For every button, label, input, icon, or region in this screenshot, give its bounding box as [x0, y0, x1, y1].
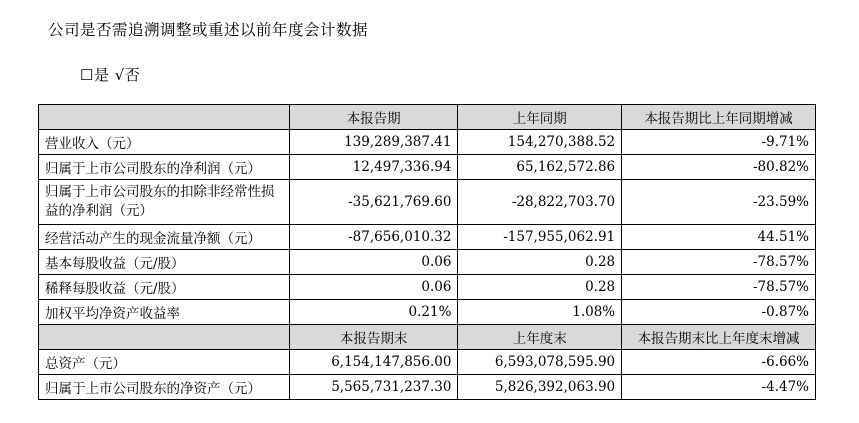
current-value: 0.06	[289, 275, 458, 300]
current-value: 0.06	[289, 250, 458, 275]
header-cell: 本报告期末比上年度末增减	[622, 325, 816, 350]
row-label: 归属于上市公司股东的扣除非经常性损益的净利润（元）	[39, 180, 290, 225]
table-row	[39, 155, 816, 180]
row-label: 总资产（元）	[39, 350, 290, 375]
table-header-row	[39, 105, 816, 130]
row-label: 稀释每股收益（元/股）	[39, 275, 290, 300]
section-heading: 公司是否需追溯调整或重述以前年度会计数据	[48, 21, 369, 39]
current-value: -87,656,010.32	[289, 225, 458, 250]
previous-value: 154,270,388.52	[458, 130, 622, 155]
row-label: 归属于上市公司股东的净利润（元）	[39, 155, 290, 180]
table-row	[39, 180, 816, 225]
previous-value: 0.28	[458, 250, 622, 275]
restatement-choice: ☐是 √否	[80, 66, 141, 84]
change-value: -0.87%	[622, 300, 816, 325]
change-value: -6.66%	[622, 350, 816, 375]
row-label: 经营活动产生的现金流量净额（元）	[39, 225, 290, 250]
current-value: 139,289,387.41	[289, 130, 458, 155]
row-label: 营业收入（元）	[39, 130, 290, 155]
table-row	[39, 350, 816, 375]
change-value: 44.51%	[622, 225, 816, 250]
change-value: -78.57%	[622, 275, 816, 300]
change-value: -78.57%	[622, 250, 816, 275]
previous-value: 5,826,392,063.90	[458, 375, 622, 400]
row-label: 加权平均净资产收益率	[39, 300, 290, 325]
table-subheader-row	[39, 325, 816, 350]
previous-value: -28,822,703.70	[458, 180, 622, 225]
previous-value: 65,162,572.86	[458, 155, 622, 180]
change-value: -4.47%	[622, 375, 816, 400]
change-value: -9.71%	[622, 130, 816, 155]
header-cell: 上年同期	[458, 105, 622, 130]
header-cell: 本报告期末	[289, 325, 458, 350]
current-value: 5,565,731,237.30	[289, 375, 458, 400]
table-row	[39, 250, 816, 275]
previous-value: 0.28	[458, 275, 622, 300]
previous-value: 6,593,078,595.90	[458, 350, 622, 375]
change-value: -80.82%	[622, 155, 816, 180]
header-cell: 本报告期	[289, 105, 458, 130]
header-cell: 上年度末	[458, 325, 622, 350]
table-row	[39, 130, 816, 155]
previous-value: 1.08%	[458, 300, 622, 325]
header-cell	[39, 105, 290, 130]
financial-data-table	[38, 104, 816, 400]
table-row	[39, 275, 816, 300]
current-value: -35,621,769.60	[289, 180, 458, 225]
current-value: 12,497,336.94	[289, 155, 458, 180]
table-row	[39, 300, 816, 325]
previous-value: -157,955,062.91	[458, 225, 622, 250]
change-value: -23.59%	[622, 180, 816, 225]
row-label: 基本每股收益（元/股）	[39, 250, 290, 275]
current-value: 0.21%	[289, 300, 458, 325]
row-label: 归属于上市公司股东的净资产（元）	[39, 375, 290, 400]
header-cell: 本报告期比上年同期增减	[622, 105, 816, 130]
table-row	[39, 375, 816, 400]
current-value: 6,154,147,856.00	[289, 350, 458, 375]
table-row	[39, 225, 816, 250]
header-cell	[39, 325, 290, 350]
